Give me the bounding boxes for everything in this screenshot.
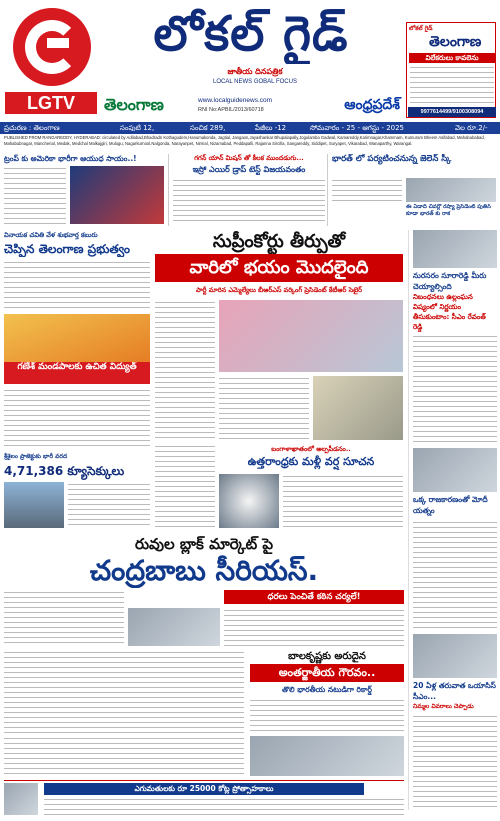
state-right: ఆంధ్రప్రదేశ్ [344,97,400,113]
isro-headline: ఇస్రో ఎయిర్ డ్రాప్ టెస్ట్ విజయవంతం [192,165,306,174]
ad-phone: 9977614499/9100308094 [408,107,496,117]
publisher-line: PUBLISHED FROM RANGAREDDY, HYDERABAD: circulated by Adilabad,Bhadradri Kothagudem,Hanumakonda, Jagtial, Jangaon,Jayashankar Bhupalapally,Jogulamba Gadwal, Kamareddy,Karimnagar,Khammam, Kumuram Bheem Asifabad, Mahabubabad, Mahabubnagar, Mancherial, Medak, Medchal Malkajgiri, Mulugu, Nagarkurnool,Nalgonda, Narayanpet, Nirmal, Nizamabad, Peddapalli, Rajanna Sircilla, Sangareddy, Siddipet, Suryapet, Vikarabad, Wanaparthy, Warangal. [4,135,485,146]
ganesh-kicker: వినాయక చవితి వేళ శుభవార్త కబురు [4,231,98,239]
bottom-right-headline: 20 ఏళ్ల తరువాత ఒయాసిస్ సీఎం... [413,681,496,701]
pages: పేజీలు -12 [255,124,287,132]
bottom-right-subhead: నిమ్మల వివరాలు చెప్పాడు [413,703,474,710]
ganesh-banner: గణేశ్ మండపాలకు ఉచిత విద్యుత్ [4,362,150,384]
modi-headline: ఒక్క రాజకారణంతో మోదీ యత్నం [413,495,488,515]
zelensky-headline: భారత్ లో పర్యటించనున్న జెలెన్ స్కీ [332,154,452,164]
story-zelensky [332,154,496,226]
balakrishna-photo [250,736,404,776]
masthead [0,0,500,122]
chandrababu-photo [128,608,220,646]
ad-brand-state: తెలంగాణ [429,34,482,50]
zelensky-photo [406,178,496,202]
website[interactable]: www.localguidenews.com [198,97,273,104]
recruitment-ad [406,22,496,118]
paper-subtitle: LOCAL NEWS GOBAL FOCUS [213,79,297,85]
ganesh-photo [4,314,150,364]
rain-headline: ఉత్తరాంధ్రకు మళ్లీ వర్ష సూచన [247,455,375,468]
revanth-photo [413,230,497,268]
state-left: తెలంగాణ [104,95,164,114]
paper-tagline: జాతీయ దినపత్రిక [227,67,283,76]
supreme-subhead: పార్టీ మారిన ఎమ్మెల్యేలు బీఆర్ఎస్ వర్కింగ్ ప్రెసిడెంట్ కేటీఆర్ సెటైర్ [195,286,363,294]
ad-brand: లోకల్ గైడ్ [409,25,433,32]
logo-label: LGTV [5,92,97,114]
left-column [4,230,150,530]
cusec-kicker: శ్రీశైలం ప్రాజెక్టుకు భారీ వరద [4,453,68,460]
modi-small-photo [4,783,38,815]
right-headline-2: నిబంధనలు ఉల్లంఘన విష్యంలో నిర్ణయం తీసుకుంటాం: సీఎం రేవంత్ రెడ్డి [413,293,486,331]
dam-photo [4,482,64,528]
isro-kicker: గగన్ యాన్ మిషన్ తో కీలక ముందడుగు... [194,154,304,162]
price: వెల రూ.2/- [455,124,488,132]
right-column [408,230,496,810]
cusec-headline: 4,71,386 క్యూసెక్కులు [4,464,125,478]
trump-photo [70,166,164,224]
exports-headline: ఎగుమతులకు రూ 25000 కోట్ల ప్రోత్సాహకాలు [44,783,364,795]
story-isro [168,154,328,226]
bm-tag: ధరలు పెంచితే కఠిన చర్యలే! [224,590,404,604]
center-column [155,230,403,530]
balakrishna-story [250,650,404,734]
modi-photo [413,448,497,492]
paper-title: లోకల్ గైడ్ [153,6,349,62]
bm-headline: చంద్రబాబు సీరియస్. [89,554,319,587]
trump-headline: ట్రంప్ కు అమెరికా భారీగా ఆయుధ సాయం..! [4,154,137,163]
date: సోమవారం - 25 - ఆగస్టు - 2025 [310,124,405,132]
ganesh-headline: చెప్పిన తెలంగాణ ప్రభుత్వం [4,242,130,256]
right-headline: నురసరం సూరారెడ్డి మీరు చెయ్యాల్సింది [413,271,487,291]
bk-subhead: తొలి భారతీయ నటుడిగా రికార్డ్ [282,685,372,694]
cyclone-photo [219,474,279,528]
group-photo [413,634,497,678]
volume: సంపుటి 12, [120,124,155,132]
putin-subhead: ఈ ఏడాది చివర్లో రష్యా ప్రెసిడెంట్ పుతిన్ కూడా భారత్ కు రాక [406,204,491,217]
lgtv-logo [5,8,97,116]
state-strip [102,94,400,116]
black-market-story [4,534,404,646]
info-bar [0,122,500,134]
edition: ప్రచురణ : తెలంగాణ [4,124,60,132]
supreme-headline: వారిలో భయం మొదలైంది [155,254,403,282]
ad-tag: విలేకరులు కావలెను [409,53,495,63]
ktr-photo [219,300,403,372]
rni-number: RNI No:APBIL/2013/60718 [198,107,264,113]
issue: సంచిక 289, [190,124,226,132]
bottom-strip [4,780,404,816]
supreme-kicker: సుప్రీంకోర్టు తీర్పుతో [212,231,346,252]
bk-headline: అంతర్జాతీయ గౌరవం.. [250,664,404,682]
bk-kicker: బాలకృష్ణకు అరుదైన [288,651,366,662]
rain-kicker: బంగాళాఖాతంలో అల్పపీడనం.. [271,445,351,453]
story-trump [4,154,164,226]
bm-kicker: రువుల బ్లాక్ మార్కెట్ పై [134,535,274,553]
court-photo [313,376,403,440]
